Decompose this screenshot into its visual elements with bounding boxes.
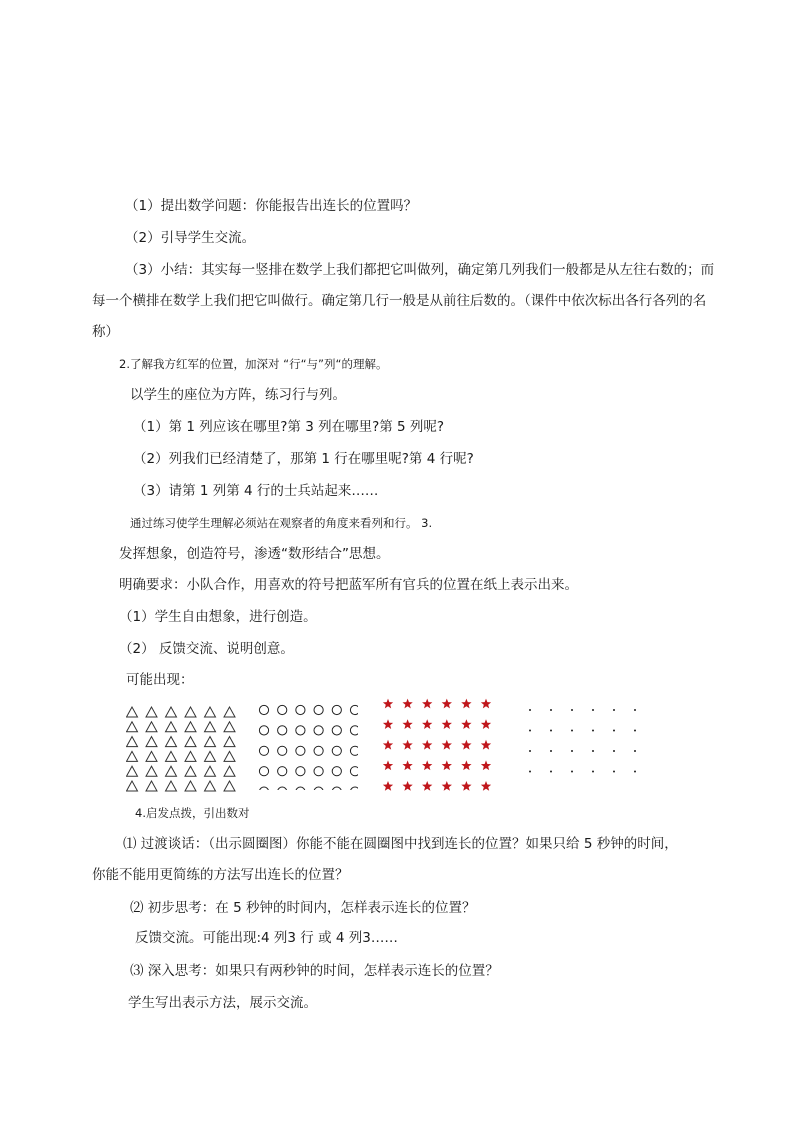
dot-icon (550, 709, 552, 711)
circle-icon (259, 787, 268, 790)
triangle-icon (146, 781, 157, 791)
circle-icon (278, 726, 287, 735)
dot-icon (550, 730, 552, 732)
text-line-20: ⑵ 初步思考：在 5 秒钟的时间内，怎样表示连长的位置？ (130, 900, 476, 916)
text-line-4: 每一个横排在数学上我们把它叫做行。确定第几行一般是从前往后数的。（课件中依次标出各行各列的名 (92, 293, 707, 309)
triangle-icon (127, 766, 138, 776)
triangle-icon (185, 737, 196, 747)
star-icon (442, 719, 452, 729)
star-icon (383, 699, 393, 709)
circle-icon (296, 705, 305, 714)
star-icon (383, 760, 393, 770)
circle-icon (259, 746, 268, 755)
triangle-icon (166, 737, 177, 747)
triangle-icon (205, 766, 216, 776)
triangle-icon (166, 766, 177, 776)
text-line-11: 通过练习使学生理解必须站在观察者的角度来看列和行。 3. (130, 516, 433, 530)
circle-icon (296, 726, 305, 735)
text-line-9: （2）列我们已经清楚了，那第 1 行在哪里呢?第 4 行呢? (133, 451, 474, 467)
text-line-2: （2）引导学生交流。 (125, 230, 256, 246)
text-line-15: （2） 反馈交流、说明创意。 (119, 641, 294, 657)
star-icon (461, 719, 471, 729)
triangle-icon (205, 781, 216, 791)
triangle-icon (166, 722, 177, 732)
star-icon (402, 699, 412, 709)
star-grid-svg (382, 697, 492, 793)
star-icon (481, 719, 491, 729)
text-line-13: 明确要求：小队合作，用喜欢的符号把蓝军所有官兵的位置在纸上表示出来。 (119, 577, 578, 593)
dot-icon (592, 750, 594, 752)
circle-icon (314, 746, 323, 755)
triangle-icon (185, 751, 196, 761)
circle-icon (332, 705, 341, 714)
star-icon (442, 699, 452, 709)
dot-icon (529, 709, 531, 711)
star-icon (422, 740, 432, 750)
triangle-icon (224, 737, 235, 747)
circle-icon (259, 705, 268, 714)
triangle-icon (127, 751, 138, 761)
triangle-icon (205, 722, 216, 732)
star-icon (402, 781, 412, 791)
dot-icon (571, 771, 573, 773)
circle-icon (278, 705, 287, 714)
text-line-22: ⑶ 深入思考：如果只有两秒钟的时间，怎样表示连长的位置？ (130, 963, 499, 979)
circle-icon (332, 767, 341, 776)
star-icon (461, 740, 471, 750)
dot-icon (529, 750, 531, 752)
circle-icon (332, 787, 341, 790)
star-icon (442, 740, 452, 750)
dot-icon (550, 750, 552, 752)
triangle-icon (185, 707, 196, 717)
circle-icon (350, 746, 358, 755)
dot-icon (571, 750, 573, 752)
dot-icon (592, 730, 594, 732)
text-line-21: 反馈交流。可能出现:4 列3 行 或 4 列3…… (135, 930, 398, 946)
text-line-19: 你能不能用更简练的方法写出连长的位置？ (92, 867, 349, 883)
triangle-icon (224, 766, 235, 776)
text-line-23: 学生写出表示方法，展示交流。 (128, 995, 317, 1011)
dot-icon (613, 771, 615, 773)
text-line-14: （1）学生自由想象，进行创造。 (119, 609, 317, 625)
triangle-icon (185, 781, 196, 791)
dot-icon (592, 709, 594, 711)
star-grid (382, 697, 492, 793)
star-icon (422, 760, 432, 770)
triangle-grid-svg (126, 704, 242, 796)
text-line-10: （3）请第 1 列第 4 行的士兵站起来…… (133, 483, 379, 499)
dot-icon (634, 709, 636, 711)
text-line-1: （1）提出数学问题：你能报告出连长的位置吗？ (125, 198, 418, 214)
circle-icon (350, 787, 358, 790)
star-icon (422, 699, 432, 709)
dot-icon (550, 771, 552, 773)
circle-icon (314, 726, 323, 735)
triangle-icon (185, 766, 196, 776)
triangle-icon (146, 722, 157, 732)
triangle-icon (146, 766, 157, 776)
triangle-icon (166, 707, 177, 717)
circle-icon (296, 787, 305, 790)
triangle-icon (224, 707, 235, 717)
triangle-icon (127, 781, 138, 791)
dot-grid-svg (527, 704, 637, 790)
star-icon (422, 781, 432, 791)
dot-grid (527, 704, 637, 790)
dot-icon (571, 730, 573, 732)
star-icon (383, 740, 393, 750)
star-icon (422, 719, 432, 729)
dot-icon (571, 709, 573, 711)
circle-icon (332, 746, 341, 755)
text-line-8: （1）第 1 列应该在哪里?第 3 列在哪里?第 5 列呢? (133, 419, 445, 435)
dot-icon (613, 709, 615, 711)
circle-icon (332, 726, 341, 735)
star-icon (383, 719, 393, 729)
circle-icon (278, 746, 287, 755)
circle-icon (259, 726, 268, 735)
text-line-16: 可能出现： (126, 672, 194, 688)
star-icon (383, 781, 393, 791)
circle-grid (258, 704, 358, 790)
dot-icon (592, 771, 594, 773)
circle-icon (350, 767, 358, 776)
triangle-grid (126, 704, 242, 796)
dot-icon (529, 771, 531, 773)
text-line-17: 4.启发点拨，引出数对 (135, 806, 250, 820)
text-line-7: 以学生的座位为方阵，练习行与列。 (130, 387, 346, 403)
star-icon (402, 760, 412, 770)
star-icon (461, 760, 471, 770)
circle-icon (350, 705, 358, 714)
triangle-icon (205, 751, 216, 761)
dot-icon (613, 750, 615, 752)
star-icon (442, 760, 452, 770)
dot-icon (529, 730, 531, 732)
circle-icon (278, 787, 287, 790)
circle-icon (296, 767, 305, 776)
text-line-3: （3）小结：其实每一竖排在数学上我们都把它叫做列，确定第几列我们一般都是从左往右数的；而 (125, 262, 715, 278)
circle-icon (278, 767, 287, 776)
circle-icon (259, 767, 268, 776)
circle-icon (314, 705, 323, 714)
dot-icon (634, 730, 636, 732)
text-line-5: 称） (92, 324, 119, 340)
circle-grid-svg (258, 704, 358, 790)
star-icon (402, 740, 412, 750)
triangle-icon (127, 722, 138, 732)
dot-icon (634, 771, 636, 773)
star-icon (461, 699, 471, 709)
triangle-icon (224, 751, 235, 761)
circle-icon (350, 726, 358, 735)
circle-icon (314, 787, 323, 790)
dot-icon (613, 730, 615, 732)
triangle-icon (146, 707, 157, 717)
triangle-icon (127, 737, 138, 747)
triangle-icon (146, 751, 157, 761)
triangle-icon (205, 707, 216, 717)
triangle-icon (224, 722, 235, 732)
circle-icon (296, 746, 305, 755)
triangle-icon (205, 737, 216, 747)
triangle-icon (127, 707, 138, 717)
star-icon (481, 781, 491, 791)
circle-icon (314, 767, 323, 776)
triangle-icon (146, 737, 157, 747)
star-icon (481, 740, 491, 750)
star-icon (402, 719, 412, 729)
star-icon (442, 781, 452, 791)
star-icon (481, 699, 491, 709)
triangle-icon (166, 751, 177, 761)
text-line-6: 2.了解我方红军的位置，加深对 “行“与”列“的理解。 (119, 357, 388, 371)
text-line-12: 发挥想象，创造符号，渗透“数形结合”思想。 (119, 546, 390, 562)
text-line-18: ⑴ 过渡谈话：（出示圆圈图）你能不能在圆圈图中找到连长的位置？如果只给 5 秒钟的时间， (123, 836, 678, 852)
star-icon (481, 760, 491, 770)
triangle-icon (166, 781, 177, 791)
triangle-icon (224, 781, 235, 791)
triangle-icon (185, 722, 196, 732)
star-icon (461, 781, 471, 791)
dot-icon (634, 750, 636, 752)
